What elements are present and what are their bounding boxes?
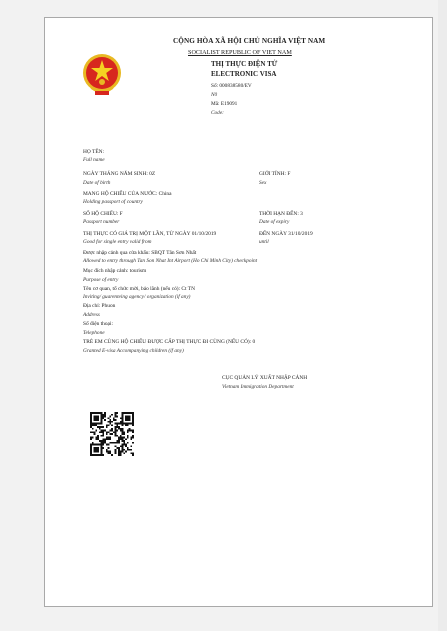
visa-number: Số: 000838580/EV (211, 83, 252, 89)
validity-field: THỊ THỰC CÓ GIÁ TRỊ MỘT LẦN, TỪ NGÀY 01/10/2019 (83, 231, 217, 237)
visa-document (44, 17, 433, 607)
national-emblem-icon (81, 51, 123, 99)
page-edge (438, 0, 447, 631)
issuing-department-en: Vietnam Immigration Department (222, 384, 294, 390)
full-name-label: Full name (83, 157, 105, 163)
nationality-label: Holding passport of country (83, 199, 143, 205)
inviting-org-field: Tên cơ quan, tổ chức mời, bảo lãnh (nếu có): Ct TN (83, 286, 195, 292)
telephone-field: Số điện thoại: (83, 321, 113, 327)
entry-checkpoint-field: Được nhập cảnh qua cửa khẩu: SBQT Tân Sơn Nhất (83, 250, 197, 256)
address-field: Địa chỉ: Phuon (83, 303, 116, 309)
issuing-department-vi: CỤC QUẢN LÝ XUẤT NHẬP CẢNH (222, 375, 308, 381)
full-name-field: HỌ TÊN: (83, 149, 105, 155)
expiry-field: THỜI HẠN ĐẾN: 3 (259, 211, 303, 217)
children-label: Granted E-visa Accompanying children (if any) (83, 348, 184, 354)
title-vi: THỊ THỰC ĐIỆN TỬ (211, 60, 278, 68)
nationality-field: MANG HỘ CHIẾU CỦA NƯỚC: China (83, 191, 172, 197)
telephone-label: Telephone (83, 330, 105, 336)
title-en: ELECTRONIC VISA (211, 70, 277, 78)
expiry-label: Date of expiry (259, 219, 290, 225)
sex-field: GIỚI TÍNH: F (259, 171, 291, 177)
passport-number-field: SỐ HỘ CHIẾU: F (83, 211, 123, 217)
inviting-org-label: Inviting/ guarenteing agency/ organization (if any) (83, 294, 191, 300)
country-name-vi: CỘNG HÒA XÃ HỘI CHỦ NGHĨA VIỆT NAM (173, 37, 326, 45)
visa-code: Mã: E19091 (211, 101, 238, 107)
qr-code-icon (90, 412, 134, 456)
visa-number-label: N0 (211, 92, 218, 98)
purpose-field: Mục đích nhập cảnh: tourism (83, 268, 147, 274)
country-name-en: SOCIALIST REPUBLIC OF VIET NAM (188, 49, 292, 56)
visa-code-label: Code: (211, 110, 224, 116)
dob-field: NGÀY THÁNG NĂM SINH: 0Z (83, 171, 156, 177)
until-label: until (259, 239, 269, 245)
entry-checkpoint-label: Allowed to entry through Tan Son Nhat Int Airport (Ho Chi Minh City) checkpoint (83, 258, 258, 264)
sex-label: Sex (259, 180, 267, 186)
until-field: ĐẾN NGÀY 31/10/2019 (259, 231, 313, 237)
passport-number-label: Passport number (83, 219, 120, 225)
validity-label: Good for single entry valid from (83, 239, 152, 245)
purpose-label: Purpose of entry (83, 277, 119, 283)
address-label: Address (83, 312, 100, 318)
children-field: TRẺ EM CÙNG HỘ CHIẾU ĐƯỢC CẤP THỊ THỰC ĐI CÙNG (NẾU CÓ): 0 (83, 339, 256, 345)
dob-label: Date of birth (83, 180, 111, 186)
